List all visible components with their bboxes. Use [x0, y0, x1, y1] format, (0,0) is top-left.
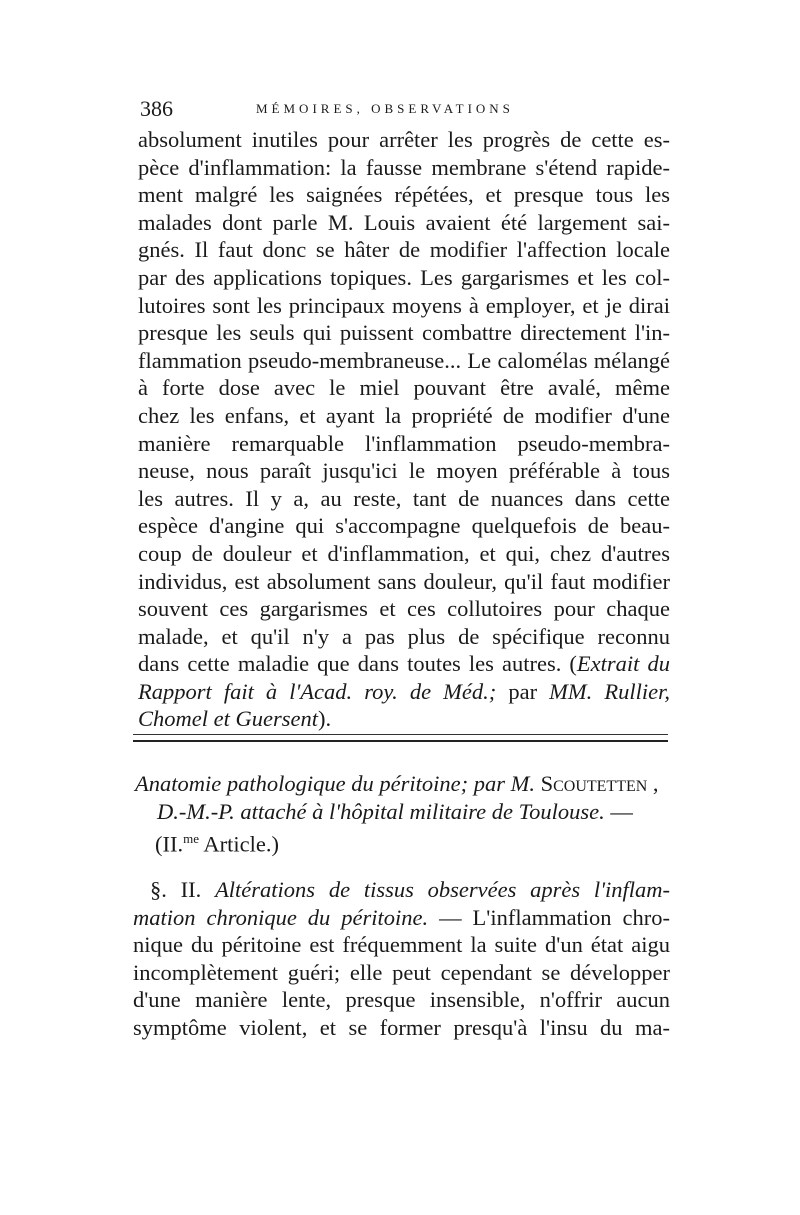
page-header	[140, 96, 670, 120]
section-mark: §. II.	[150, 877, 202, 902]
text-run: ,	[647, 771, 659, 796]
text-line: espèce d'angine qui s'accompagne quelquefois de beau-	[138, 513, 670, 539]
author-name: Scoutetten	[534, 771, 648, 796]
title-line	[135, 770, 675, 798]
text-line: malades dont parle M. Louis avaient été largement sai-	[138, 209, 670, 235]
separator-rule	[133, 740, 668, 742]
text-line: flammation pseudo-membraneuse... Le calomélas mélangé	[138, 347, 670, 373]
text-run: —	[604, 798, 633, 824]
text-run: Article.)	[199, 831, 279, 857]
running-head: MÉMOIRES, OBSERVATIONS	[256, 101, 514, 116]
title-line	[135, 798, 675, 826]
text-line: les autres. Il y a, au reste, tant de nuances dans cette	[138, 485, 670, 511]
text-line	[138, 650, 670, 678]
superscript: me	[183, 831, 199, 847]
citation-italic: Chomel et Guersent	[138, 706, 318, 732]
text-run: par	[496, 678, 550, 704]
citation-italic: Rapport fait à l'Acad. roy. de Méd.;	[138, 678, 497, 704]
title-italic: Anatomie pathologique du péritoine; par M.	[135, 771, 535, 796]
text-line: neuse, nous paraît jusqu'ici le moyen préférable à tous	[138, 458, 670, 484]
article-number	[135, 825, 675, 858]
text-line	[133, 876, 670, 904]
text-line: d'une manière lente, presque insensible, n'offrir aucun	[133, 987, 670, 1013]
text-line: manière remarquable l'inflammation pseudo-membra-	[138, 430, 670, 456]
section-heading: Altérations de tissus observées après l'inflam-	[215, 877, 670, 902]
page-number: 386	[140, 96, 173, 121]
text-line: à forte dose avec le miel pouvant être avalé, même	[138, 375, 670, 401]
text-run: dans cette maladie que dans toutes les autres. (	[138, 651, 577, 677]
text-line: par des applications topiques. Les gargarismes et les col-	[138, 264, 670, 290]
text-run: (II.	[155, 831, 184, 857]
text-line: chez les enfans, et ayant la propriété de modifier d'une	[138, 402, 670, 428]
text-run: ).	[317, 706, 332, 732]
section-heading: mation chronique du péritoine.	[133, 904, 429, 930]
separator-rule	[133, 734, 668, 735]
text-run: — L'inflammation chro-	[428, 904, 670, 930]
citation-italic: Extrait du	[576, 651, 670, 677]
text-line: souvent ces gargarismes et ces collutoires pour chaque	[138, 596, 670, 622]
text-line	[138, 705, 670, 733]
text-line: gnés. Il faut donc se hâter de modifier l'affection locale	[138, 237, 670, 263]
text-line: malade, et qu'il n'y a pas plus de spécifique reconnu	[138, 623, 670, 649]
text-line	[133, 904, 670, 932]
text-line	[138, 678, 670, 706]
text-line: lutoires sont les principaux moyens à employer, et je dirai	[138, 292, 670, 318]
article-title	[135, 770, 675, 858]
text-line: coup de douleur et d'inflammation, et qui, chez d'autres	[138, 540, 670, 566]
text-line: pèce d'inflammation: la fausse membrane s'étend rapide-	[138, 154, 670, 180]
text-line: incomplètement guéri; elle peut cependant se développer	[133, 959, 670, 985]
text-line: nique du péritoine est fréquemment la suite d'un état aigu	[133, 932, 670, 958]
text-line: presque les seuls qui puissent combattre directement l'in-	[138, 320, 670, 346]
title-italic: D.-M.-P. attaché à l'hôpital militaire de Toulouse.	[157, 798, 605, 824]
text-line: ment malgré les saignées répétées, et presque tous les	[138, 182, 670, 208]
citation-italic: MM. Rullier,	[549, 678, 670, 704]
body-text	[138, 126, 670, 733]
text-line: symptôme violent, et se former presqu'à l'insu du ma-	[133, 1014, 670, 1040]
text-line: individus, est absolument sans douleur, qu'il faut modifier	[138, 568, 670, 594]
section-text	[133, 876, 670, 1042]
text-line: absolument inutiles pour arrêter les progrès de cette es-	[138, 127, 670, 152]
